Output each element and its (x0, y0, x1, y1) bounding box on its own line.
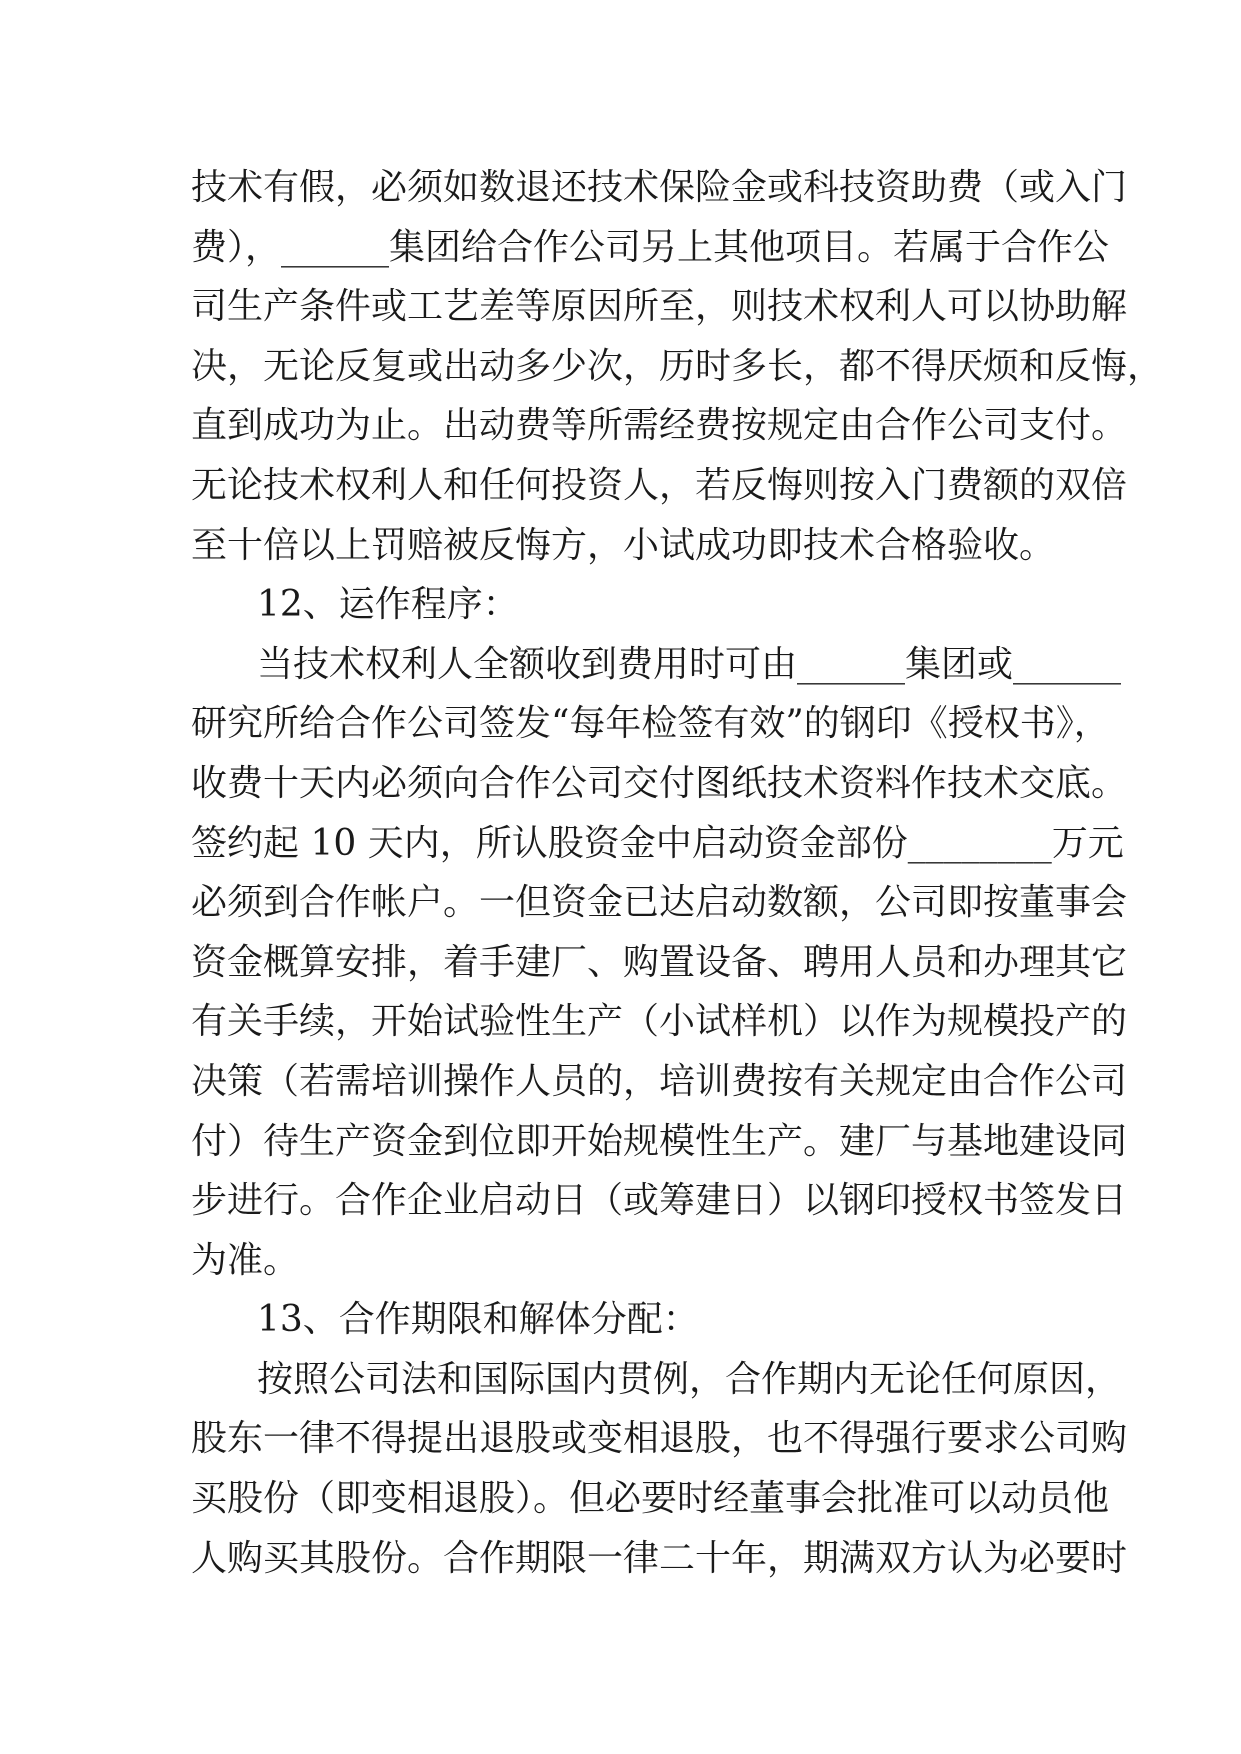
text-line: 直到成功为止。出动费等所需经费按规定由合作公司支付。 (191, 405, 1128, 447)
text-line: 司生产条件或工艺差等原因所至，则技术权利人可以协助解 (191, 286, 1128, 328)
text-line: 按照公司法和国际国内贯例，合作期内无论任何原因， (257, 1358, 1122, 1400)
text-line: 当技术权利人全额收到费用时可由______集团或______ (257, 643, 1122, 685)
text-line: 步进行。合作企业启动日（或筹建日）以钢印授权书签发日 (191, 1180, 1128, 1222)
text-line: 必须到合作帐户。一但资金已达启动数额，公司即按董事会 (191, 882, 1128, 924)
text-line: 付）待生产资金到位即开始规模性生产。建厂与基地建设同 (191, 1120, 1128, 1162)
text-line: 资金概算安排，着手建厂、购置设备、聘用人员和办理其它 (191, 941, 1128, 983)
text-line: 12、运作程序： (257, 584, 519, 626)
text-line: 决策（若需培训操作人员的，培训费按有关规定由合作公司 (191, 1060, 1128, 1102)
text-line: 研究所给合作公司签发“每年检签有效”的钢印《授权书》， (191, 703, 1110, 745)
text-line: 技术有假，必须如数退还技术保险金或科技资助费（或入门 (191, 167, 1128, 208)
text-line: 费），______集团给合作公司另上其他项目。若属于合作公 (191, 226, 1110, 268)
body-text (191, 158, 1164, 1588)
text-line: 签约起 10 天内，所认股资金中启动资金部份________万元 (191, 822, 1124, 864)
text-line: 为准。 (191, 1239, 300, 1281)
text-line: 人购买其股份。合作期限一律二十年，期满双方认为必要时 (191, 1537, 1128, 1579)
text-line: 决，无论反复或出动多少次，历时多长，都不得厌烦和反悔， (191, 345, 1164, 387)
text-line: 买股份（即变相退股）。但必要时经董事会批准可以动员他 (191, 1478, 1110, 1520)
text-line: 至十倍以上罚赔被反悔方，小试成功即技术合格验收。 (191, 524, 1056, 566)
text-line: 13、合作期限和解体分配： (257, 1299, 699, 1341)
text-line: 有关手续，开始试验性生产（小试样机）以作为规模投产的 (191, 1001, 1128, 1043)
text-line: 无论技术权利人和任何投资人，若反悔则按入门费额的双倍 (191, 464, 1128, 506)
text-line: 收费十天内必须向合作公司交付图纸技术资料作技术交底。 (191, 762, 1128, 804)
text-line: 股东一律不得提出退股或变相退股，也不得强行要求公司购 (191, 1418, 1128, 1460)
